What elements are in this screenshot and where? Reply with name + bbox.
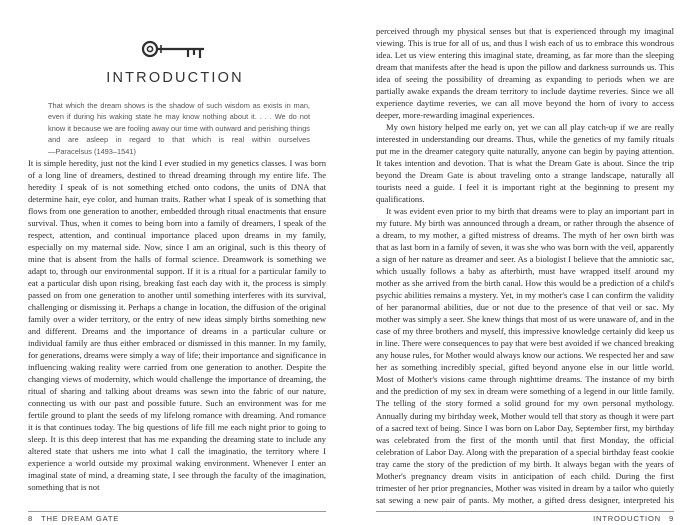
body-paragraph: My own history helped me early on, yet we can all play catch-up if we are really interested in understanding our dreams. Thus, while the genetics of my family rituals put me in the dreamer category quite naturally, anyone can begin by paying attention. It takes intention and devotion. That is what the Dream Gate is about. Since the trip beyond the Dream Gate is about traveling onto a strange landscape, naturally all tourists need a guide. I feel it is important right at the beginning to present my qualifications.	[376, 122, 674, 205]
right-body-text	[376, 25, 674, 507]
running-head: INTRODUCTION	[593, 514, 661, 523]
body-paragraph: perceived through my physical senses but that is experienced through my imaginal viewing. This is true for all of us, and thus I wish each of us to embrace this wondrous idea. Let us view entering this imaginal state, dreaming, as far more than the sleeping dream that manifests after the head is upon the pillow and darkness surrounds us. This idea of seeing the possibility of dreaming as expanding to periods when we are partially awake expands the dream territory to include daytime reveries. Since we all experience daytime reveries, we can all move beyond the horn of ivory to access deeper, more-rewarding imaginal experiences.	[376, 26, 674, 121]
page-number: 9	[668, 514, 674, 523]
key-icon	[141, 38, 209, 60]
epigraph-quote: That which the dream shows is the shadow of such wisdom as exists in man, even if during his waking state he may know nothing about it. . . . We do not know it because we are fooling away our time with outward and perishing things and are asleep in regard to that which is real within ourselves	[48, 101, 310, 145]
page-number: 8	[28, 514, 34, 523]
left-body-text	[28, 157, 326, 507]
right-footer	[593, 514, 674, 523]
left-footer	[28, 514, 119, 523]
right-page	[350, 0, 700, 525]
running-head: THE DREAM GATE	[41, 514, 120, 523]
chapter-title: INTRODUCTION	[106, 70, 244, 86]
footer-rule	[28, 511, 326, 512]
epigraph	[48, 100, 310, 157]
body-paragraph: It was evident even prior to my birth that dreams were to play an important part in my future. My birth was announced through a dream, or rather through the absence of a dream, to my mother, a gifted mistress of dreams. The myth of her own birth was that as last born in a family of seven, it was she who was born with the veil, apparently a sign of her nature as dreamer and seer. As a biologist I believe that the amniotic sac, which usually follows a baby as afterbirth, must have wrapped itself around my mother as she arrived from the birth canal. How this would be a prediction of a child's psychic abilities remains a mystery. Yet, in my mother's case I can confirm the validity of her paranormal abilities, due or not due to the presence of that veil or sac. My mother was simply a seer. She knew things that most of us were unaware of, and in the case of my three brothers and myself, this impressive knowledge certainly did keep us in line. There were consequences to pay that were best avoided if we chanced breaking any house rules, for Mother would always know our actions. We respected her and saw her as something incredibly special, gifted beyond anyone else in our little world. Most of Mother's visions came through nighttime dreams. The instance of my birth and the prediction of my sex in dream were something of a legend in our little family. The telling of the story formed a solid ground for my own personal mythology. Annually during my birthday week, Mother would tell that story as though it were part of a sacred text of being. Since I was born on Labor Day, September first, my birthday was celebrated from the first of the month until that first Monday, the official celebration of Labor Day. Along with the preparation of a special birthday feast cookie tray came the story of the prediction of my birth. It always began with the years of Mother's pregnancy dream visits in anticipation of each child. During the first trimester of her prior pregnancies, Mother was visited in dream by a tailor who quietly sat sewing a new pair of pants. My mother, a gifted dress designer, interpreted his	[376, 206, 674, 505]
epigraph-attribution: —Paracelsus (1493–1541)	[48, 146, 136, 156]
body-paragraph: It is simple heredity, just not the kind I ever studied in my genetics classes. I was born of a long line of dreamers, destined to thread dreaming through my entire life. The heredity I speak of is not something etched onto codons, the units of DNA that determine hair, eye color, and human traits. Rather what I speak of is something that flows from one generation to another, embedded through ritual enactments that ensure survival. Thus, when it comes to being born into a family of dreamers, I speak of the respect, attention, and continual importance placed upon dreams in my family, especially on my maternal side. Now, since I am an original, such is this theory of mine that is absent from the halls of formal science. Dreamwork is something we adapt to, through our environmental support. If it is a ritual for a particular family to eat a particular dish upon rising, breaking fast each day with it, the process is simply passed on from one generation to another until something interferes with its survival, challenging or dismissing it. Perhaps a change in location, the diffusion of the original family over a wider territory, or the entry of new ideas simply births something new and different. Dreams and the importance of dreams in a particular culture or individual family are thus either embraced or dismissed in this manner. In my family, for generations, dreams were simply a way of life; their importance and significance in influencing waking reality were carried from one generation to another. Despite the changing views of modernity, which would challenge the importance of dreaming, the ritual of sharing and talking about dreams was sewn into the fabric of our nature, connecting us with our past and possible future. Such an environment was for me fertile ground to plant the seeds of my lifelong romance with dreaming. And romance it is that continues today. The big questions of life fill me each night prior to going to sleep. It is this deep interest that has me expanding the dreaming state to include any altered state that ushers me into what I call the imaginatio, the territory where I experience a world outside my proximal waking environment. Whenever I enter an imaginal state of mind, a dreaming state, I see through the faculty of the imagination, something that is not	[28, 158, 326, 493]
footer-rule	[376, 511, 674, 512]
